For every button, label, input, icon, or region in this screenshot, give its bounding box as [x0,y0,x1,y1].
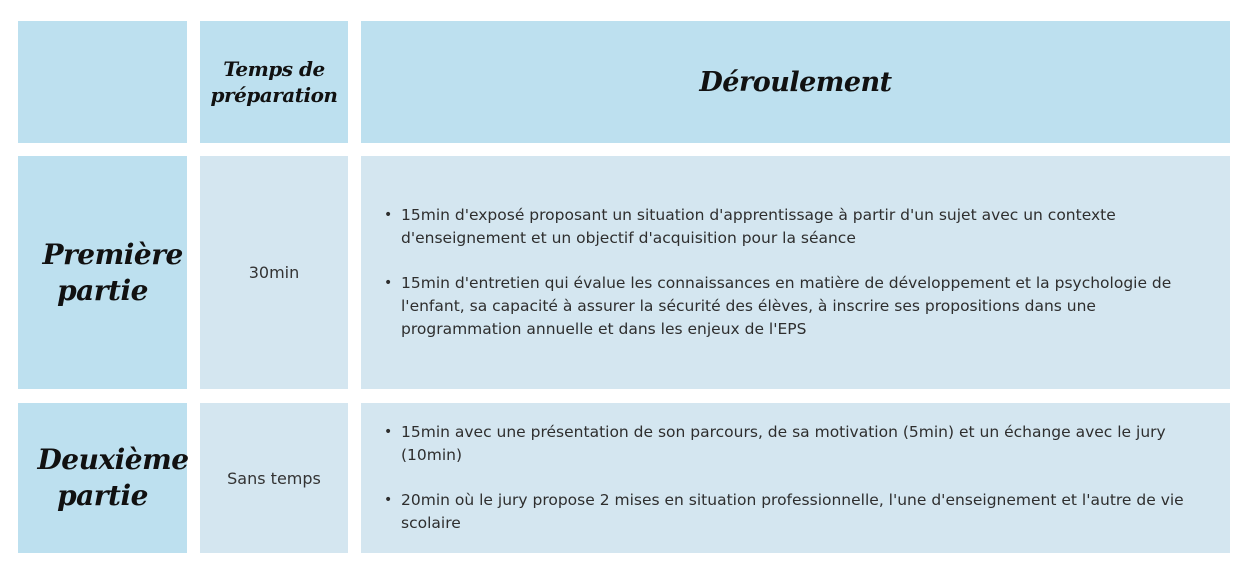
list-item-text: 15min avec une présentation de son parcours, de sa motivation (5min) et un échange avec le jury (10min) [401,423,1166,464]
list-item [384,204,1212,250]
bullet-icon: • [384,275,393,291]
list-item-text: 15min d'exposé proposant un situation d'apprentissage à partir d'un sujet avec un contexte d'enseignement et un objectif d'acquisition pour la séance [401,206,1116,247]
header-empty-cell [18,21,187,143]
deroulement-list [361,421,1230,535]
bullet-icon: • [384,492,393,508]
bullet-icon: • [384,424,393,440]
list-item [384,421,1212,467]
list-item-text: 20min où le jury propose 2 mises en situation professionnelle, l'une d'enseignement et l'autre de vie scolaire [401,491,1184,532]
row-content-deuxieme-partie [361,403,1230,553]
header-temps-preparation [200,21,348,143]
bullet-icon: • [384,207,393,223]
list-item-text: 15min d'entretien qui évalue les connaissances en matière de développement et la psychologie de l'enfant, sa capacité à assurer la sécurité des élèves, à inscrire ses propositions dans une programmation annuelle et dans les enjeux de l'EPS [401,274,1172,338]
row-time-label: Sans temps [227,468,321,488]
list-item [384,272,1212,341]
row-content-premiere-partie [361,156,1230,389]
row-title-label: Première partie [42,237,183,307]
row-title-deuxieme-partie [18,403,187,553]
row-title-premiere-partie [18,156,187,389]
row-time-deuxieme-partie [200,403,348,553]
header-deroulement [361,21,1230,143]
row-title-label: Deuxième partie [37,443,189,512]
row-time-premiere-partie [200,156,348,389]
list-item [384,489,1212,535]
deroulement-list [361,204,1230,341]
row-time-label: 30min [248,263,300,282]
header-deroulement-label: Déroulement [699,66,892,98]
header-temps-preparation-label: Temps de préparation [210,57,338,107]
